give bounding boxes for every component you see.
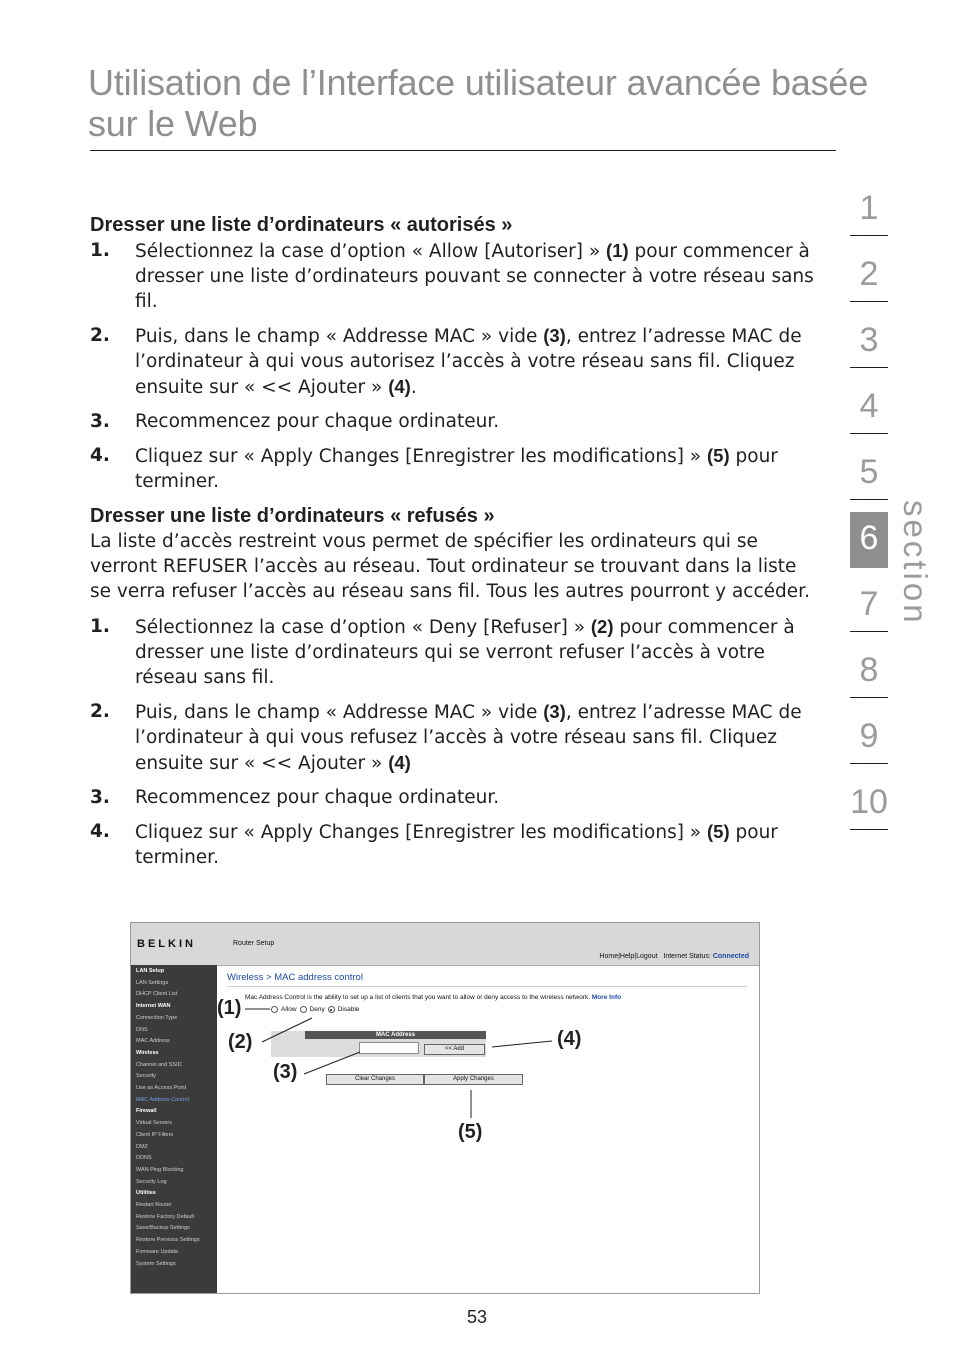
sidebar-item[interactable]: Connection Type [136,1014,178,1021]
mac-address-input[interactable] [359,1042,419,1054]
sidebar-section-header: Wireless [136,1049,159,1056]
step-text-after: pour terminer. [135,822,778,868]
section-divider [850,763,888,764]
section-number: 6 [859,519,879,557]
sidebar-item[interactable]: Restore Factory Default [136,1213,195,1220]
step-text-after: , entrez l’adresse MAC de l’ordinateur à qui vous refusez l’accès à votre réseau sans fil. Cliquez ensuite sur « << Ajouter » [135,702,802,774]
step-ref: (2) [590,616,614,637]
sidebar-section-header: Firewall [136,1108,157,1115]
section-number: 7 [859,585,879,623]
section-divider [850,301,888,302]
sidebar-section-header: LAN Setup [136,968,165,974]
section-tab-2 [850,248,888,314]
step-text: Recommencez pour chaque ordinateur. [135,787,500,808]
step-number: 3. [90,411,110,432]
section-tab-1 [850,182,888,248]
breadcrumb: Wireless > MAC address control [227,972,363,983]
step-text: Puis, dans le champ « Addresse MAC » vide [135,702,544,723]
deny-label: Deny [309,1006,325,1013]
add-button[interactable]: << Add [424,1044,485,1055]
router-sidebar [131,965,217,1294]
router-header [131,923,759,966]
sidebar-item[interactable]: DMZ [136,1143,148,1150]
router-screenshot [130,922,760,1294]
section-divider [850,631,888,632]
sidebar-item[interactable]: DHCP Client List [136,991,178,998]
internet-status-label: Internet Status: [663,953,711,960]
section-number: 3 [859,321,879,359]
section-nav [850,182,888,842]
step-text-after-2: . [410,377,417,398]
home-help-logout-links[interactable]: Home|Help|Logout [599,953,658,960]
section-divider [850,235,888,236]
sidebar-item[interactable]: Channel and SSID [136,1061,182,1068]
step-text: Sélectionnez la case d’option « Deny [Refuser] » [135,617,591,638]
step-ref: (3) [543,325,566,346]
sidebar-item[interactable]: Firmware Update [136,1248,179,1255]
section-number: 10 [850,783,888,821]
disable-label: Disable [337,1006,360,1013]
description [245,994,621,1001]
section-tab-9 [850,710,888,776]
step-text: Cliquez sur « Apply Changes [Enregistrer les modifications] » [135,446,708,467]
section-tab-7 [850,578,888,644]
section-divider [850,367,888,368]
section-tab-4 [850,380,888,446]
router-main [217,965,759,1293]
belkin-logo: BELKIN [137,938,196,950]
clear-changes-button[interactable]: Clear Changes [326,1074,424,1085]
step-ref: (5) [707,445,730,466]
step-text-after: , entrez l’adresse MAC de l’ordinateur à qui vous autorisez l’accès à votre réseau sans fil. Cliquez ensuite sur « << Ajouter » [135,326,802,398]
allowed-steps [90,238,818,494]
section-number: 5 [859,453,879,491]
section-number: 8 [859,651,879,689]
allowed-heading: Dresser une liste d’ordinateurs « autorisés » [90,214,513,236]
step-number: 1. [90,240,110,261]
apply-changes-button[interactable]: Apply Changes [424,1074,523,1085]
page-number: 53 [466,1307,488,1327]
step-text: Puis, dans le champ « Addresse MAC » vide [135,326,544,347]
sidebar-item[interactable]: DDNS [136,1155,152,1162]
step-item [90,443,818,494]
step-item [90,699,818,776]
sidebar-section-header: Utilities [136,1190,156,1197]
step-text: Recommencez pour chaque ordinateur. [135,411,500,432]
step-text: Sélectionnez la case d’option « Allow [Autoriser] » [135,241,607,262]
step-item [90,819,818,870]
deny-radio[interactable] [300,1006,307,1013]
section-number: 1 [859,189,879,227]
callout-5: (5) [458,1121,483,1143]
step-ref-2: (4) [388,376,411,397]
sidebar-item[interactable]: LAN Settings [136,979,169,986]
step-text: Cliquez sur « Apply Changes [Enregistrer les modifications] » [135,822,708,843]
sidebar-item[interactable]: Restart Router [136,1202,172,1209]
step-text-after: pour commencer à dresser une liste d’ordinateurs qui se verront refuser l’accès à votre réseau sans fil. [135,617,795,688]
callout-3: (3) [273,1061,298,1083]
allow-radio[interactable] [271,1006,278,1013]
step-item [90,409,818,434]
step-item [90,614,818,690]
main-content [90,212,818,879]
sidebar-item[interactable]: Client IP Filters [136,1131,174,1138]
mac-table-header: MAC Address [305,1031,486,1039]
sidebar-item[interactable]: DNS [136,1026,148,1033]
step-number: 2. [90,701,110,722]
title-divider [90,150,836,151]
denied-intro: La liste d’accès restreint vous permet de spécifier les ordinateurs qui se verront REFUSER l’accès au réseau. Tout ordinateur se trouvant dans la liste se verra refuser l’accès au réseau sans fil. Tous les autres pourront y accéder. [90,531,810,602]
step-number: 2. [90,325,110,346]
mode-radios [271,1006,359,1013]
step-item [90,238,818,314]
denied-heading: Dresser une liste d’ordinateurs « refusés » [90,505,495,527]
callout-1: (1) [217,997,242,1019]
section-label: section [897,500,934,626]
internet-status: Connected [712,953,749,960]
sidebar-item[interactable]: WAN Ping Blocking [136,1166,184,1173]
step-ref: (1) [606,240,629,261]
sidebar-item[interactable]: Restore Previous Settings [136,1237,200,1244]
breadcrumb-divider [227,986,747,987]
step-ref-2: (4) [388,752,411,773]
section-divider [850,499,888,500]
step-item [90,785,818,810]
section-divider [850,697,888,698]
disable-radio[interactable] [328,1006,335,1013]
sidebar-item[interactable]: Use as Access Point [136,1085,187,1092]
sidebar-item[interactable]: Security [136,1073,156,1080]
section-tab-5 [850,446,888,512]
description-text: Mac Address Control is the ability to set up a list of clients that you want to allow or deny access to the wireless network. [245,994,591,1001]
sidebar-section-header: Internet WAN [136,1003,171,1010]
callout-2: (2) [228,1031,253,1053]
sidebar-item[interactable]: Virtual Servers [136,1120,172,1127]
sidebar-item[interactable]: MAC Address [136,1038,170,1045]
router-setup-label: Router Setup [233,940,275,947]
callout-4: (4) [557,1028,582,1050]
allow-label: Allow [281,1006,297,1013]
section-tab-6 [850,512,888,578]
page-title: Utilisation de l’Interface utilisateur avancée basée sur le Web [88,62,869,144]
sidebar-item[interactable]: Save/Backup Settings [136,1225,190,1232]
step-number: 3. [90,787,110,808]
step-number: 4. [90,445,110,466]
section-tab-3 [850,314,888,380]
section-number: 4 [859,387,879,425]
step-text-after: pour commencer à dresser une liste d’ordinateurs pouvant se connecter à votre réseau sans fil. [135,241,814,312]
section-tab-8 [850,644,888,710]
step-ref: (5) [707,821,730,842]
section-number: 2 [859,255,879,293]
top-links [599,953,749,960]
section-tab-10 [850,776,888,842]
sidebar-item[interactable]: MAC Address Control [136,1096,189,1103]
step-number: 4. [90,821,110,842]
step-text-after: pour terminer. [135,446,778,492]
sidebar-item[interactable]: System Settings [136,1260,176,1267]
step-item [90,323,818,400]
section-divider [850,829,888,830]
step-number: 1. [90,616,110,637]
more-info-link[interactable]: More Info [591,994,622,1001]
section-divider [850,433,888,434]
section-number: 9 [859,717,879,755]
denied-steps [90,614,818,870]
sidebar-item[interactable]: Security Log [136,1178,167,1185]
step-ref: (3) [543,701,566,722]
